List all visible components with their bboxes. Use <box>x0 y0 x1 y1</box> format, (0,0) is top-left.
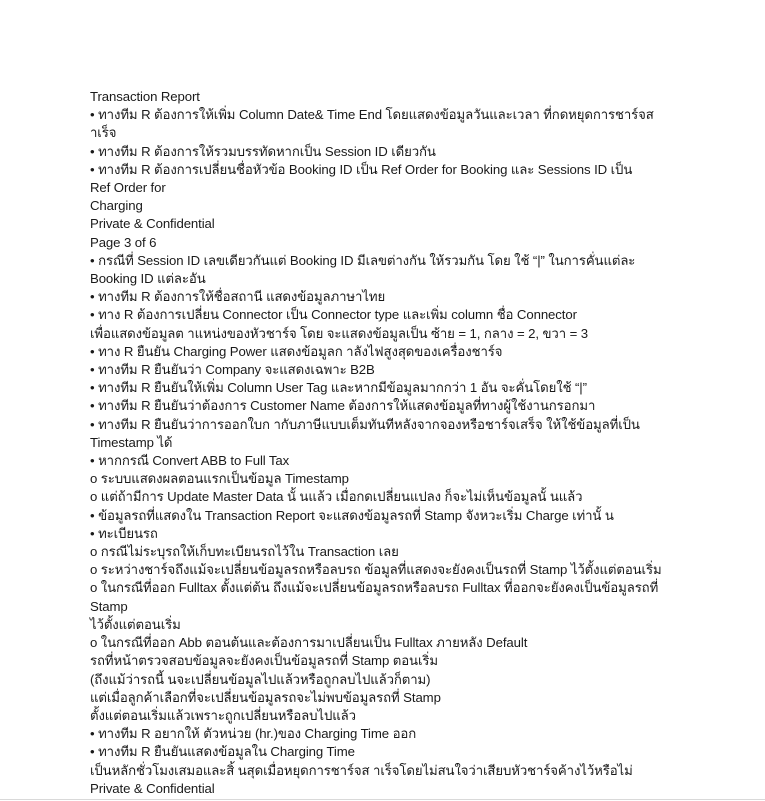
text-line: • ทางทีม R ยืนยันให้เพิ่ม Column User Tag และหากมีข้อมูลมากกว่า 1 อัน จะคั่นโดยใช้ “|” <box>90 380 587 396</box>
text-line: o ระบบแสดงผลตอนแรกเป็นข้อมูล Timestamp <box>90 471 349 487</box>
text-line: ตั้งแต่ตอนเริ่มแล้วเพราะถูกเปลี่ยนหรือลบไปแล้ว <box>90 707 356 723</box>
text-line: o ในกรณีที่ออก Abb ตอนต้นและต้องการมาเปลี่ยนเป็น Fulltax ภายหลัง Default <box>90 635 528 651</box>
text-line: • ข้อมูลรถที่แสดงใน Transaction Report จะแสดงข้อมูลรถที่ Stamp จังหวะเริ่ม Charge เท่านั้ น <box>90 507 614 523</box>
bottom-divider <box>0 799 765 800</box>
text-line: Charging <box>90 198 143 214</box>
text-line: Timestamp ได้ <box>90 434 173 450</box>
text-line: แต่เมื่อลูกค้าเลือกที่จะเปลี่ยนข้อมูลรถจะไม่พบข้อมูลรถที่ Stamp <box>90 689 441 705</box>
text-line: Booking ID แต่ละอัน <box>90 271 206 287</box>
text-line: าเร็จ <box>90 125 117 141</box>
text-line: o ในกรณีที่ออก Fulltax ตั้งแต่ต้น ถึงแม้จะเปลี่ยนข้อมูลรถหรือลบรถ Fulltax ที่ออกจะยังคงเป็นข้อมูลรถที่ <box>90 580 659 596</box>
text-line: Ref Order for <box>90 180 166 196</box>
text-line: • กรณีที่ Session ID เลขเดียวกันแต่ Booking ID มีเลขต่างกัน ให้รวมกัน โดย ใช้ “|” ในการคั่นแต่ละ <box>90 252 636 268</box>
text-line: • ทางทีม R ยืนยันแสดงข้อมูลใน Charging Time <box>90 744 355 760</box>
page-footer-confidential: Private & Confidential <box>90 780 215 796</box>
text-line: • ทางทีม R ยืนยันว่าการออกใบก ากับภาษีแบบเต็มทันทีหลังจากจองหรือชาร์จเสร็จ ให้ใช้ข้อมูลที่เป็น <box>90 416 640 432</box>
text-line: • ทาง R ยืนยัน Charging Power แสดงข้อมูลก าลังไฟสูงสุดของเครื่องชาร์จ <box>90 343 503 359</box>
text-line: o กรณีไม่ระบุรถให้เก็บทะเบียนรถไว้ใน Transaction เลย <box>90 544 399 560</box>
text-line: รถที่หน้าตรวจสอบข้อมูลจะยังคงเป็นข้อมูลรถที่ Stamp ตอนเริ่ม <box>90 653 438 669</box>
text-line: ไว้ตั้งแต่ตอนเริ่ม <box>90 616 181 632</box>
text-line: o แต่ถ้ามีการ Update Master Data นั้ นแล้ว เมื่อกดเปลี่ยนแปลง ก็จะไม่เห็นข้อมูลนั้ นแล้ว <box>90 489 583 505</box>
text-line: (ถึงแม้ว่ารถนี้ นจะเปลี่ยนข้อมูลไปแล้วหรือถูกลบไปแล้วก็ตาม) <box>90 671 431 687</box>
text-line: • หากกรณี Convert ABB to Full Tax <box>90 453 290 469</box>
text-line: • ทะเบียนรถ <box>90 525 158 541</box>
page-footer-confidential: Private & Confidential <box>90 216 215 232</box>
document-title: Transaction Report <box>90 89 200 104</box>
text-line: o ระหว่างชาร์จถึงแม้จะเปลี่ยนข้อมูลรถหรือลบรถ ข้อมูลที่แสดงจะยังคงเป็นรถที่ Stamp ไว้ตั้งแต่ตอนเริ่ม <box>90 562 662 578</box>
document-body <box>90 88 690 798</box>
text-line: • ทางทีม R ต้องการให้ชื่อสถานี แสดงข้อมูลภาษาไทย <box>90 289 386 305</box>
text-line: • ทางทีม R ต้องการให้เพิ่ม Column Date& Time End โดยแสดงข้อมูลวันและเวลา ที่กดหยุดการชาร์จส <box>90 107 654 123</box>
text-line: • ทางทีม R ต้องการให้รวมบรรทัดหากเป็น Session ID เดียวกัน <box>90 143 436 159</box>
text-line: • ทางทีม R ยืนยันว่า Company จะแสดงเฉพาะ B2B <box>90 362 375 378</box>
page-number: Page 3 of 6 <box>90 234 157 250</box>
text-line: เป็นหลักชั่วโมงเสมอและสิ้ นสุดเมื่อหยุดการชาร์จส าเร็จโดยไม่สนใจว่าเสียบหัวชาร์จค้างไว้หรือไม่ <box>90 762 633 778</box>
text-line: • ทางทีม R ยืนยันว่าต้องการ Customer Name ต้องการให้แสดงข้อมูลที่ทางผู้ใช้งานกรอกมา <box>90 398 596 414</box>
text-line: • ทาง R ต้องการเปลี่ยน Connector เป็น Connector type และเพิ่ม column ชื่อ Connector <box>90 307 577 323</box>
text-line: เพื่อแสดงข้อมูลต าแหน่งของหัวชาร์จ โดย จะแสดงข้อมูลเป็น ซ้าย = 1, กลาง = 2, ขวา = 3 <box>90 325 588 341</box>
text-line: • ทางทีม R อยากให้ ตัวหน่วย (hr.)ของ Charging Time ออก <box>90 726 417 742</box>
text-line: Stamp <box>90 598 128 614</box>
text-line: • ทางทีม R ต้องการเปลี่ยนชื่อหัวข้อ Booking ID เป็น Ref Order for Booking และ Sessions ID เป็น <box>90 161 633 177</box>
